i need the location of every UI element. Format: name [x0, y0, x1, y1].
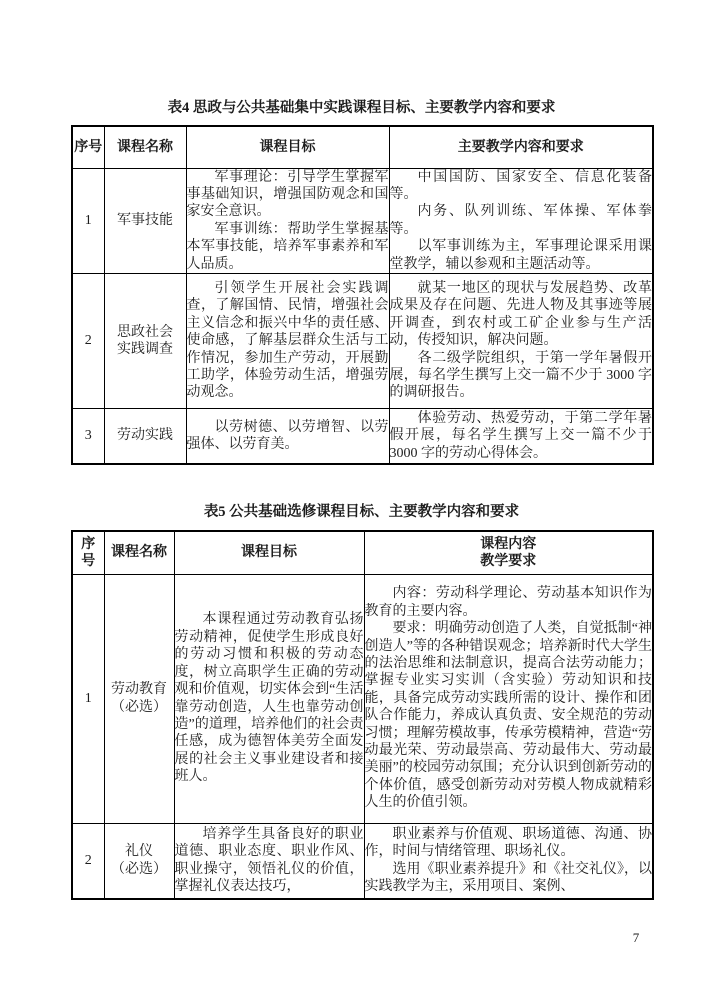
- table-row: [72, 408, 653, 464]
- paragraph: 体验劳动、热爱劳动，于第二学年暑假开展，每名学生撰写上交一篇不少于 3000 字的劳动心得体会。: [389, 411, 652, 461]
- row-number-cell: 2: [72, 273, 104, 408]
- paragraph: 内务、队列训练、军体操、军体拳等。: [389, 204, 652, 237]
- teaching-content-cell: [389, 408, 653, 464]
- paragraph: 军事训练：帮助学生掌握基本军事技能，培养军事素养和军人品质。: [186, 221, 389, 272]
- course-name-line: 实践调查: [117, 341, 173, 357]
- paragraph: 内容：劳动科学理论、劳动基本知识作为教育的主要内容。: [364, 586, 652, 619]
- row-number-cell: 3: [72, 408, 104, 464]
- table5: [71, 530, 654, 900]
- col-header-teaching-content: 主要教学内容和要求: [389, 126, 653, 168]
- paragraph: 本课程通过劳动教育弘扬劳动精神，促使学生形成良好的劳动习惯和积极的劳动态度，树立高职学生正确的劳动观和价值观，切实体会到“生活靠劳动创造，人生也靠劳动创造”的道理，培养他们的社会责任感，成为德智体美劳全面发展的社会主义事业建设者和接班人。: [174, 612, 364, 785]
- course-name-line: （必选）: [111, 861, 167, 877]
- table5-title: 表5 公共基础选修课程目标、主要教学内容和要求: [203, 504, 520, 520]
- table4-header-row: [72, 126, 653, 168]
- course-name-line: 劳动教育: [111, 682, 167, 698]
- col-header-course-goal: 课程目标: [174, 531, 364, 574]
- course-goal-cell: [174, 574, 364, 823]
- course-goal-cell: [186, 168, 389, 273]
- col-header-course-name: 课程名称: [104, 531, 174, 574]
- paragraph: 以军事训练为主，军事理论课采用课堂教学，辅以参观和主题活动等。: [389, 239, 652, 272]
- table5-header-row: [72, 531, 653, 574]
- course-name-cell: [104, 574, 174, 823]
- paragraph: 以劳树德、以劳增智、以劳强体、以劳育美。: [186, 419, 389, 453]
- course-goal-cell: [174, 823, 364, 899]
- row-number-cell: 2: [72, 823, 104, 899]
- table-row: [72, 574, 653, 823]
- teaching-content-cell: [389, 168, 653, 273]
- course-name-line: 军事技能: [117, 213, 173, 229]
- course-name-cell: [104, 273, 186, 408]
- table-row: [72, 168, 653, 273]
- course-content-cell: [364, 823, 653, 899]
- course-name-cell: [104, 823, 174, 899]
- paragraph: 选用《职业素养提升》和《社交礼仪》，以实践教学为主，采用项目、案例、: [364, 861, 652, 894]
- paragraph: 就某一地区的现状与发展趋势、改革成果及存在问题、先进人物及其事迹等展开调查，到农村或工矿企业参与生产活动，传授知识，解决问题。: [389, 281, 652, 349]
- paragraph: 军事理论：引导学生掌握军事基础知识，增强国防观念和国家安全意识。: [186, 169, 389, 220]
- course-name-line: 礼仪: [125, 844, 153, 860]
- teaching-content-cell: [389, 273, 653, 408]
- course-name-line: （必选）: [111, 699, 167, 715]
- header-line: 教学要求: [480, 553, 537, 569]
- paragraph: 中国国防、国家安全、信息化装备等。: [389, 169, 652, 202]
- paragraph: 引领学生开展社会实践调查，了解国情、民情，增强社会主义信念和振兴中华的责任感、使命感，了解基层群众生活与工作情况，参加生产劳动，开展勤工助学，体验劳动生活，增强劳动观念。: [186, 281, 389, 401]
- clipped-text-region: [175, 826, 364, 896]
- col-header-no: 序号: [72, 126, 104, 168]
- table4: [71, 125, 654, 465]
- header-line: 序: [81, 536, 96, 552]
- page-number: 7: [632, 930, 640, 945]
- course-name-cell: [104, 168, 186, 273]
- col-header-course-content: [364, 531, 653, 574]
- col-header-no: [72, 531, 104, 574]
- course-goal-cell: [186, 273, 389, 408]
- col-header-course-goal: 课程目标: [186, 126, 389, 168]
- course-content-cell: [364, 574, 653, 823]
- course-goal-cell: [186, 408, 389, 464]
- paragraph: 各二级学院组织，于第一学年暑假开展，每名学生撰写上交一篇不少于 3000 字的调研报告。: [389, 350, 652, 401]
- table-row: [72, 823, 653, 899]
- course-name-cell: [104, 408, 186, 464]
- clipped-text-region: [365, 826, 653, 896]
- table4-title: 表4 思政与公共基础集中实践课程目标、主要教学内容和要求: [167, 100, 556, 116]
- col-header-course-name: 课程名称: [104, 126, 186, 168]
- header-line: 课程内容: [480, 536, 537, 552]
- course-name-line: 劳动实践: [117, 428, 173, 444]
- paragraph: 职业素养与价值观、职场道德、沟通、协作，时间与情绪管理、职场礼仪。: [364, 826, 652, 860]
- paragraph: 培养学生具备良好的职业道德、职业态度、职业作风、职业操守，领悟礼仪的价值，掌握礼仪表达技巧，: [174, 826, 364, 894]
- header-line: 号: [81, 553, 96, 569]
- table-row: [72, 273, 653, 408]
- course-name-line: 思政社会: [117, 324, 173, 340]
- paragraph: 要求：明确劳动创造了人类，自觉抵制“神创造人”等的各种错误观念；培养新时代大学生的法治思维和法制意识，提高合法劳动能力；掌握专业实习实训（含实验）劳动知识和技能，具备完成劳动实践所需的设计、操作和团队合作能力，养成认真负责、安全规范的劳动习惯；理解劳模故事，传承劳模精神，营造“劳动最光荣、劳动最崇高、劳动最伟大、劳动最美丽”的校园劳动氛围；充分认识到创新劳动的个体价值，感受创新劳动对劳模人物成就精彩人生的价值引领。: [364, 621, 652, 811]
- row-number-cell: 1: [72, 574, 104, 823]
- row-number-cell: 1: [72, 168, 104, 273]
